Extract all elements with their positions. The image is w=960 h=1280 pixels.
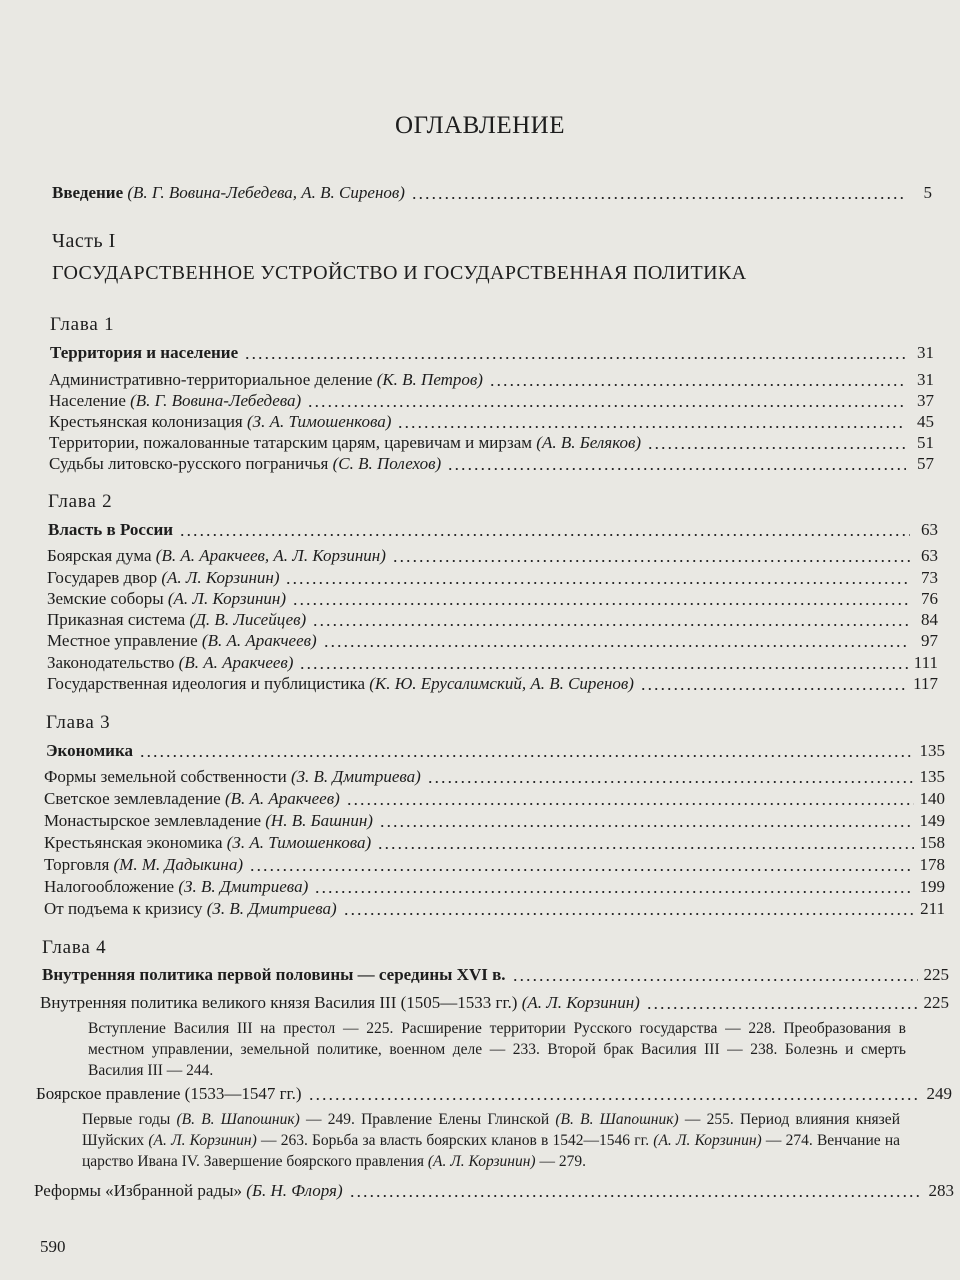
dot-leader [244, 357, 906, 359]
toc-entry[interactable]: Административно-территориальное деление (К. В. Петров) 31 [49, 370, 934, 389]
toc-entry[interactable]: Государственная идеология и публицистика (К. Ю. Ерусалимский, А. В. Сиренов) 117 [47, 674, 938, 693]
chapter-label: Глава 1 [50, 314, 115, 335]
subsection-summary: Вступление Василия III на престол — 225. Расширение территории Русского государства — 228. Преобразования в местном управлении, земельной политике, военном деле — 233. Второй брак Василия III — 238. Болезнь и смерть Василия III — 244. [88, 1020, 906, 1079]
toc-entry[interactable]: Земские соборы (А. Л. Корзинин) 76 [47, 589, 938, 608]
toc-entry[interactable]: Законодательство (В. А. Аракчеев) 111 [47, 653, 938, 672]
toc-entry[interactable]: Налогообложение (З. В. Дмитриева) 199 [44, 877, 945, 896]
toc-entry[interactable]: Приказная система (Д. В. Лисейцев) 84 [47, 610, 938, 629]
toc-entry[interactable]: Судьбы литовско-русского пограничья (С. В. Полехов) 57 [49, 454, 934, 473]
toc-entry[interactable]: Территории, пожалованные татарским царям, царевичам и мирзам (А. В. Беляков) 51 [49, 433, 934, 452]
dot-leader [411, 197, 904, 199]
page-title: ОГЛАВЛЕНИЕ [395, 112, 565, 139]
toc-entry[interactable]: Монастырское землевладение (Н. В. Башнин) 149 [44, 811, 945, 830]
chapter-label: Глава 3 [46, 712, 111, 733]
toc-entry[interactable]: Боярское правление (1533—1547 гг.) 249 [36, 1084, 952, 1103]
toc-entry[interactable]: Внутренняя политика великого князя Василия III (1505—1533 гг.) (А. Л. Корзинин) 225 [40, 993, 949, 1012]
toc-chapter-heading[interactable]: Экономика 135 [46, 741, 945, 760]
toc-entry[interactable]: От подъема к кризису (З. В. Дмитриева) 211 [44, 899, 945, 918]
toc-entry[interactable]: Государев двор (А. Л. Корзинин) 73 [47, 568, 938, 587]
toc-entry[interactable]: Крестьянская экономика (З. А. Тимошенкова) 158 [44, 833, 945, 852]
chapter-label: Глава 2 [48, 491, 113, 512]
chapter-label: Глава 4 [42, 937, 107, 958]
toc-chapter-heading[interactable]: Внутренняя политика первой половины — середины XVI в. 225 [42, 965, 949, 984]
toc-entry[interactable]: Боярская дума (В. А. Аракчеев, А. Л. Корзинин) 63 [47, 546, 938, 565]
toc-entry[interactable]: Реформы «Избранной рады» (Б. Н. Флоря) 283 [34, 1181, 954, 1200]
page-number: 5 [923, 183, 932, 202]
part-title: ГОСУДАРСТВЕННОЕ УСТРОЙСТВО И ГОСУДАРСТВЕННАЯ ПОЛИТИКА [52, 262, 747, 284]
entry-authors: (В. Г. Вовина-Лебедева, А. В. Сиренов) [127, 183, 405, 202]
toc-entry[interactable]: Формы земельной собственности (З. В. Дмитриева) 135 [44, 767, 945, 786]
toc-chapter-heading[interactable]: Власть в России 63 [48, 520, 938, 539]
part-label: Часть I [52, 230, 116, 252]
toc-entry[interactable]: Крестьянская колонизация (З. А. Тимошенкова) 45 [49, 412, 934, 431]
subsection-summary: Первые годы (В. В. Шапошник) — 249. Правление Елены Глинской (В. В. Шапошник) — 255. Период влияния князей Шуйских (А. Л. Корзинин) — 263. Борьба за власть боярских кланов в 1542—1546 гг. (А. Л. Корзинин) — 274. Венчание на царство Ивана IV. Завершение боярского правления (А. Л. Корзинин) — 279. [82, 1111, 901, 1170]
toc-entry-intro[interactable] [52, 183, 932, 203]
toc-chapter-heading[interactable]: Территория и население 31 [50, 343, 934, 362]
toc-entry[interactable]: Светское землевладение (В. А. Аракчеев) 140 [44, 789, 945, 808]
toc-entry[interactable]: Население (В. Г. Вовина-Лебедева) 37 [49, 391, 934, 410]
toc-entry[interactable]: Торговля (М. М. Дадыкина) 178 [44, 855, 945, 874]
entry-label: Введение [52, 183, 124, 202]
toc-entry[interactable]: Местное управление (В. А. Аракчеев) 97 [47, 631, 938, 650]
page-folio: 590 [40, 1237, 66, 1256]
